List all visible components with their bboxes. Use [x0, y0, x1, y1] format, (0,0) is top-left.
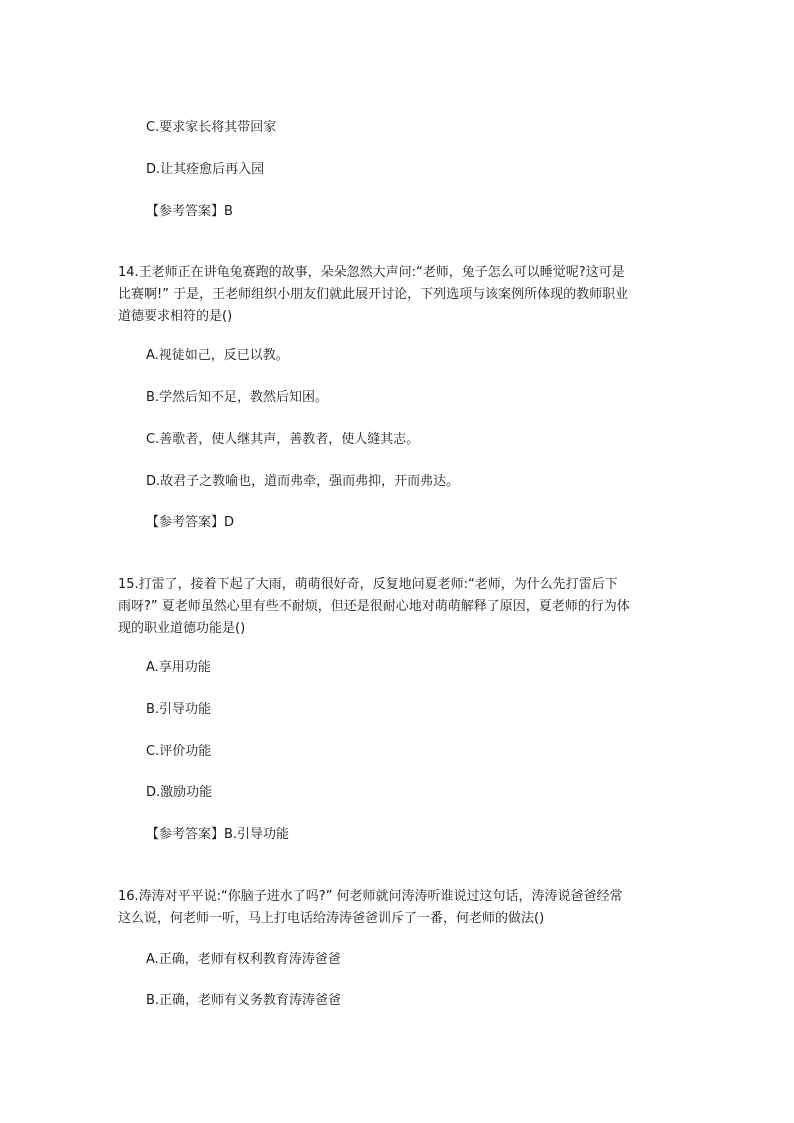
option-d: D.激励功能 [146, 785, 213, 800]
option-a: A.享用功能 [146, 660, 211, 675]
question-line: 14.王老师正在讲龟兔赛跑的故事，朵朵忽然大声问:“老师，兔子怎么可以睡觉呢?这可是 [118, 265, 625, 280]
option-b: B.正确，老师有义务教育涛涛爸爸 [146, 993, 342, 1008]
question-15 [118, 574, 678, 640]
question-line: 16.涛涛对平平说:“你脑子进水了吗?” 何老师就问涛涛听谁说过这句话，涛涛说爸爸经常 [118, 889, 623, 904]
question-14 [118, 262, 678, 328]
reference-answer: 【参考答案】B.引导功能 [146, 827, 290, 842]
question-16 [118, 886, 678, 930]
reference-answer: 【参考答案】B [146, 204, 233, 219]
option-c: C.善歌者，使人继其声，善教者，使人缝其志。 [146, 432, 420, 447]
question-line: 道德要求相符的是() [118, 309, 233, 324]
option-d: D.故君子之教喻也，道而弗牵，强而弗抑，开而弗达。 [146, 474, 460, 489]
reference-answer: 【参考答案】D [146, 515, 235, 530]
question-line: 这么说，何老师一听，马上打电话给涛涛爸爸训斥了一番，何老师的做法() [118, 911, 545, 926]
option-a: A.正确，老师有权利教育涛涛爸爸 [146, 952, 341, 967]
option-d: D.让其痊愈后再入园 [146, 162, 265, 177]
question-line: 比赛啊!” 于是，王老师组织小朋友们就此展开讨论，下列选项与该案例所体现的教师职业 [118, 287, 629, 302]
question-line: 15.打雷了，接着下起了大雨，萌萌很好奇，反复地问夏老师:“老师，为什么先打雷后下 [118, 577, 618, 592]
option-b: B.引导功能 [146, 702, 212, 717]
question-line: 雨呀?” 夏老师虽然心里有些不耐烦，但还是很耐心地对萌萌解释了原因，夏老师的行为体 [118, 599, 630, 614]
option-c: C.评价功能 [146, 744, 212, 759]
option-b: B.学然后知不足，教然后知困。 [146, 390, 329, 405]
option-a: A.视徒如己，反已以教。 [146, 348, 289, 363]
question-line: 现的职业道德功能是() [118, 621, 246, 636]
option-c: C.要求家长将其带回家 [146, 120, 277, 135]
